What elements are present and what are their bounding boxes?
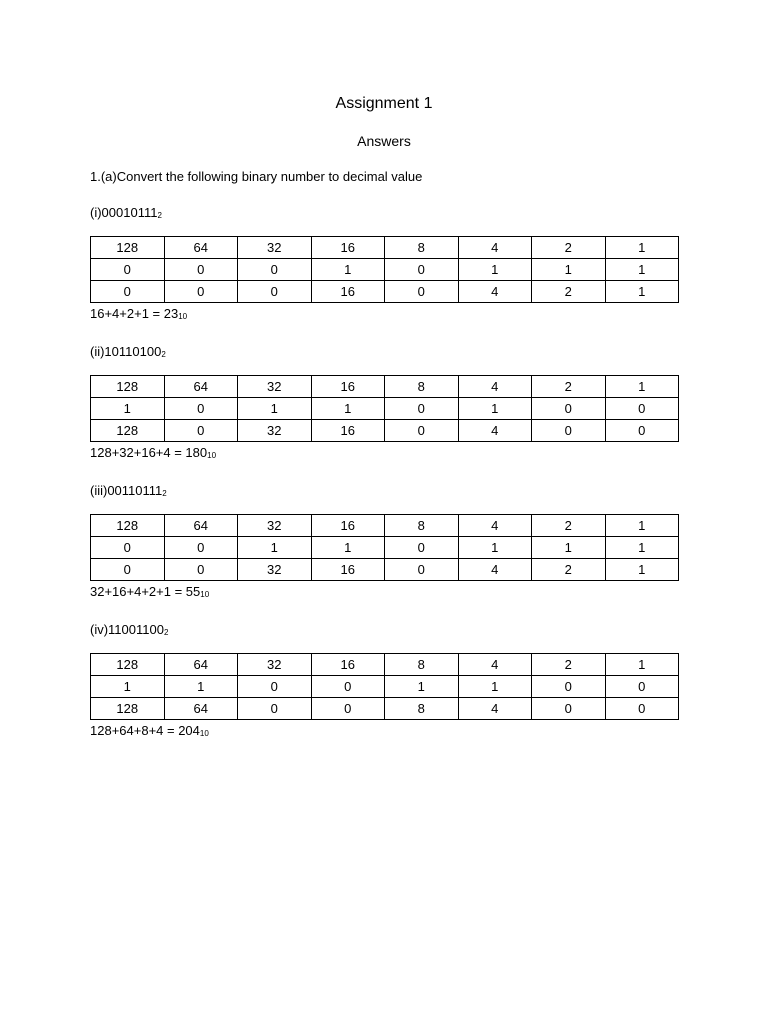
table-cell: 1 <box>91 398 165 420</box>
table-cell: 4 <box>458 698 532 720</box>
table-cell: 1 <box>605 259 679 281</box>
table-cell: 0 <box>605 398 679 420</box>
table-cell: 0 <box>164 420 238 442</box>
table-cell: 2 <box>532 237 606 259</box>
table-cell: 0 <box>385 398 459 420</box>
table-cell: 2 <box>532 515 606 537</box>
base-subscript: 10 <box>200 590 210 599</box>
part-label <box>90 622 168 637</box>
place-value-table <box>90 375 679 442</box>
table-cell: 1 <box>605 515 679 537</box>
base-subscript: 2 <box>157 211 162 220</box>
table-cell: 128 <box>91 237 165 259</box>
table-cell: 0 <box>311 676 385 698</box>
place-values-row <box>91 376 679 398</box>
table-cell: 1 <box>458 259 532 281</box>
table-cell: 0 <box>385 281 459 303</box>
place-values-row <box>91 237 679 259</box>
table-cell: 4 <box>458 237 532 259</box>
table-cell: 1 <box>605 376 679 398</box>
table-cell: 1 <box>164 676 238 698</box>
table-cell: 32 <box>238 515 312 537</box>
table-cell: 1 <box>238 537 312 559</box>
table-cell: 0 <box>164 398 238 420</box>
table-cell: 0 <box>91 537 165 559</box>
table-cell: 64 <box>164 654 238 676</box>
table-cell: 1 <box>458 537 532 559</box>
table-cell: 0 <box>311 698 385 720</box>
table-cell: 0 <box>164 559 238 581</box>
table-cell: 0 <box>238 281 312 303</box>
table-cell: 2 <box>532 654 606 676</box>
table-cell: 1 <box>385 676 459 698</box>
table-cell: 128 <box>91 654 165 676</box>
table-cell: 0 <box>91 281 165 303</box>
result-line <box>90 584 209 599</box>
products-row <box>91 559 679 581</box>
sum-expression: 16+4+2+1 = 23 <box>90 306 179 321</box>
sum-expression: 128+32+16+4 = 180 <box>90 445 208 460</box>
table-cell: 0 <box>91 259 165 281</box>
table-cell: 0 <box>385 559 459 581</box>
table-cell: 16 <box>311 376 385 398</box>
table-cell: 8 <box>385 698 459 720</box>
table-cell: 32 <box>238 420 312 442</box>
table-cell: 8 <box>385 376 459 398</box>
sum-expression: 128+64+8+4 = 204 <box>90 723 200 738</box>
binary-digits-row <box>91 398 679 420</box>
base-subscript: 2 <box>161 350 166 359</box>
table-cell: 0 <box>91 559 165 581</box>
place-values-row <box>91 654 679 676</box>
table-cell: 0 <box>385 259 459 281</box>
table-cell: 4 <box>458 559 532 581</box>
table-cell: 2 <box>532 281 606 303</box>
table-cell: 0 <box>238 676 312 698</box>
table-cell: 1 <box>605 537 679 559</box>
question-text: 1.(a)Convert the following binary number to decimal value <box>90 169 423 184</box>
table-cell: 32 <box>238 237 312 259</box>
table-cell: 1 <box>605 654 679 676</box>
table-cell: 0 <box>532 398 606 420</box>
table-cell: 64 <box>164 376 238 398</box>
table-cell: 16 <box>311 515 385 537</box>
table-cell: 64 <box>164 515 238 537</box>
table-cell: 0 <box>532 698 606 720</box>
table-cell: 0 <box>164 537 238 559</box>
table-cell: 8 <box>385 654 459 676</box>
products-row <box>91 420 679 442</box>
binary-digits-row <box>91 537 679 559</box>
table-cell: 1 <box>605 237 679 259</box>
table-cell: 64 <box>164 698 238 720</box>
table-cell: 128 <box>91 376 165 398</box>
binary-number: (iv)11001100 <box>90 622 164 637</box>
base-subscript: 10 <box>199 729 209 738</box>
table-cell: 16 <box>311 420 385 442</box>
binary-number: (ii)10110100 <box>90 344 162 359</box>
table-cell: 0 <box>385 420 459 442</box>
page-subtitle: Answers <box>357 133 411 149</box>
table-cell: 0 <box>164 259 238 281</box>
base-subscript: 10 <box>207 451 217 460</box>
table-cell: 1 <box>458 676 532 698</box>
place-values-row <box>91 515 679 537</box>
table-cell: 64 <box>164 237 238 259</box>
table-cell: 1 <box>458 398 532 420</box>
table-cell: 1 <box>311 398 385 420</box>
table-cell: 1 <box>532 259 606 281</box>
table-cell: 8 <box>385 237 459 259</box>
products-row <box>91 281 679 303</box>
table-cell: 0 <box>532 676 606 698</box>
table-cell: 4 <box>458 281 532 303</box>
part-label <box>90 344 166 359</box>
table-cell: 16 <box>311 559 385 581</box>
place-value-table <box>90 653 679 720</box>
table-cell: 0 <box>532 420 606 442</box>
table-cell: 0 <box>605 698 679 720</box>
table-cell: 16 <box>311 237 385 259</box>
place-value-table <box>90 514 679 581</box>
table-cell: 2 <box>532 559 606 581</box>
base-subscript: 2 <box>162 489 167 498</box>
table-cell: 1 <box>311 259 385 281</box>
table-cell: 8 <box>385 515 459 537</box>
part-label <box>90 483 167 498</box>
table-cell: 1 <box>532 537 606 559</box>
table-cell: 32 <box>238 654 312 676</box>
products-row <box>91 698 679 720</box>
place-value-table <box>90 236 679 303</box>
binary-number: (iii)00110111 <box>90 483 163 498</box>
table-cell: 1 <box>311 537 385 559</box>
table-cell: 4 <box>458 420 532 442</box>
table-cell: 32 <box>238 376 312 398</box>
page-title: Assignment 1 <box>335 95 433 112</box>
table-cell: 0 <box>605 420 679 442</box>
table-cell: 0 <box>238 698 312 720</box>
table-cell: 2 <box>532 376 606 398</box>
binary-number: (i)00010111 <box>90 205 158 220</box>
table-cell: 16 <box>311 654 385 676</box>
table-cell: 0 <box>605 676 679 698</box>
table-cell: 4 <box>458 376 532 398</box>
table-cell: 4 <box>458 654 532 676</box>
binary-digits-row <box>91 259 679 281</box>
result-line <box>90 723 209 738</box>
table-cell: 0 <box>238 259 312 281</box>
table-cell: 128 <box>91 420 165 442</box>
base-subscript: 2 <box>163 628 169 637</box>
part-label <box>90 205 162 220</box>
table-cell: 128 <box>91 698 165 720</box>
table-cell: 128 <box>91 515 165 537</box>
table-cell: 4 <box>458 515 532 537</box>
table-cell: 0 <box>164 281 238 303</box>
binary-digits-row <box>91 676 679 698</box>
table-cell: 1 <box>91 676 165 698</box>
table-cell: 32 <box>238 559 312 581</box>
result-line <box>90 445 216 460</box>
table-cell: 0 <box>385 537 459 559</box>
sum-expression: 32+16+4+2+1 = 55 <box>90 584 201 599</box>
table-cell: 1 <box>605 559 679 581</box>
table-cell: 16 <box>311 281 385 303</box>
table-cell: 1 <box>605 281 679 303</box>
result-line <box>90 306 187 321</box>
table-cell: 1 <box>238 398 312 420</box>
base-subscript: 10 <box>178 312 188 321</box>
